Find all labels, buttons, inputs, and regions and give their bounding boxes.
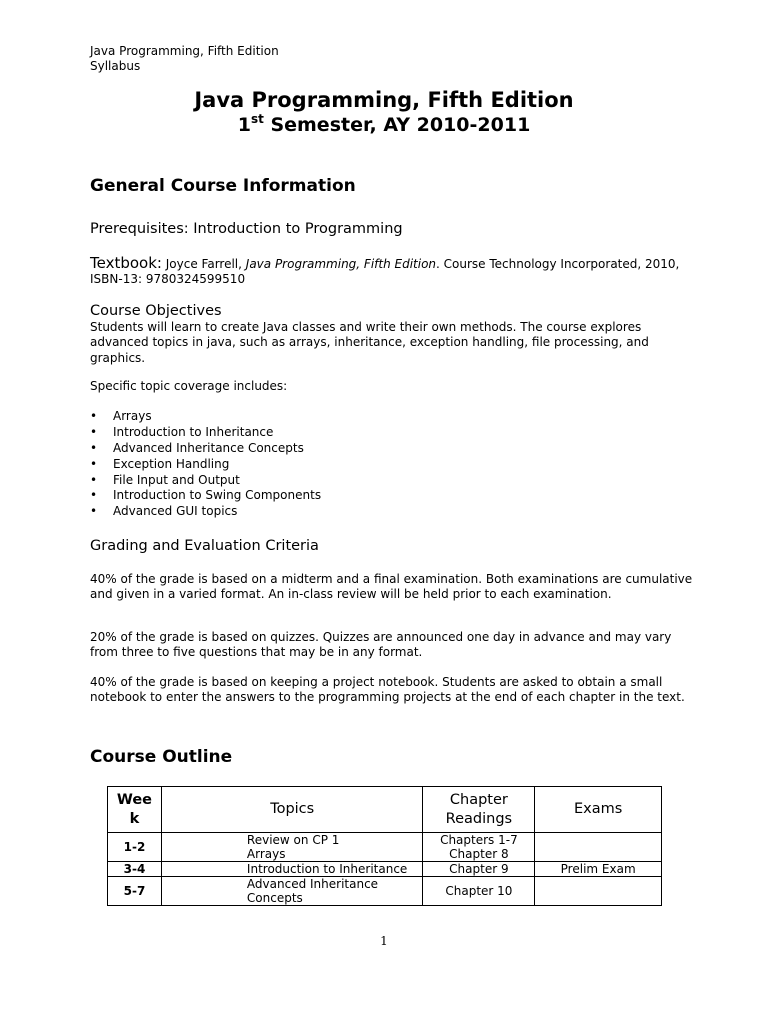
topic-cell: Introduction to Inheritance	[161, 862, 423, 877]
col-topics: Topics	[161, 787, 423, 833]
general-heading: General Course Information	[90, 176, 356, 196]
col-chapter-line-2: Readings	[445, 810, 513, 827]
chapter-cell	[423, 833, 535, 862]
textbook-publisher: . Course Technology Incorporated, 2010, ISBN-13: 9780324599510	[90, 257, 680, 286]
objectives-text: Students will learn to create Java classes and write their own methods. The course explores advanced topics in java, such as arrays, inheritance, exception handling, file processing, and graphics.	[90, 320, 649, 365]
bullet: •	[90, 456, 98, 471]
textbook-author: Joyce Farrell,	[161, 257, 246, 271]
grading-paragraph-notebook: 40% of the grade is based on keeping a project notebook. Students are asked to obtain a small notebook to enter the answers to the programming projects at the end of each chapter in the text.	[90, 675, 685, 705]
list-item-text: Introduction to Inheritance	[113, 424, 274, 439]
col-chapter	[423, 787, 535, 833]
list-item	[90, 441, 321, 457]
list-item-text: Arrays	[113, 409, 152, 423]
table-row	[108, 877, 662, 906]
chapter-line: Chapters 1-7	[440, 833, 518, 847]
chapter-cell: Chapter 9	[423, 862, 535, 877]
bullet: •	[90, 504, 98, 519]
textbook-title: Java Programming, Fifth Edition	[245, 257, 437, 271]
chapter-cell: Chapter 10	[423, 877, 535, 906]
table-header-row	[108, 787, 662, 833]
semester-rest: Semester, AY 2010-2011	[263, 114, 531, 136]
course-outline-table	[107, 786, 662, 906]
list-item-text: Advanced GUI topics	[113, 504, 238, 519]
topic-cell: Advanced Inheritance Concepts	[161, 877, 423, 906]
list-item-text: Introduction to Swing Components	[113, 488, 322, 503]
running-header	[90, 44, 279, 74]
bullet: •	[90, 424, 98, 439]
topic-list	[90, 409, 321, 520]
grading-paragraph-quizzes: 20% of the grade is based on quizzes. Quizzes are announced one day in advance and may vary from three to five questions that may be in any format.	[90, 630, 672, 660]
col-exams: Exams	[535, 787, 662, 833]
textbook	[90, 256, 700, 287]
header-line-1: Java Programming, Fifth Edition	[90, 44, 279, 58]
exam-cell	[535, 877, 662, 906]
list-item-text: Advanced Inheritance Concepts	[113, 440, 304, 455]
list-item	[90, 457, 321, 473]
outline-heading: Course Outline	[90, 747, 233, 767]
list-item	[90, 409, 321, 425]
semester-title	[0, 114, 768, 136]
exam-cell	[535, 833, 662, 862]
week-cell: 3-4	[108, 862, 162, 877]
exam-cell: Prelim Exam	[535, 862, 662, 877]
list-item	[90, 488, 321, 504]
grading-heading: Grading and Evaluation Criteria	[90, 538, 319, 554]
document-title: Java Programming, Fifth Edition	[194, 88, 574, 112]
col-week-line-2: k	[129, 810, 140, 827]
chapter-line: Chapter 8	[449, 847, 509, 861]
week-cell: 5-7	[108, 877, 162, 906]
bullet: •	[90, 409, 98, 423]
textbook-label: Textbook:	[90, 254, 162, 272]
table-row	[108, 862, 662, 877]
header-line-2: Syllabus	[90, 59, 141, 73]
topic-cell	[161, 833, 423, 862]
bullet: •	[90, 440, 98, 455]
page-number: 1	[380, 934, 388, 948]
bullet: •	[90, 488, 98, 503]
topic-line: Review on CP 1	[246, 833, 340, 847]
col-chapter-line-1: Chapter	[449, 791, 508, 808]
list-item-text: Exception Handling	[113, 456, 230, 471]
col-week-line-1: Wee	[116, 791, 153, 808]
week-cell: 1-2	[108, 833, 162, 862]
grading-paragraph-exams: 40% of the grade is based on a midterm and a final examination. Both examinations are cumulative and given in a varied format. An in-class review will be held prior to each examination.	[90, 572, 693, 602]
prerequisites: Prerequisites: Introduction to Programming	[90, 221, 403, 237]
coverage-intro: Specific topic coverage includes:	[90, 379, 288, 393]
list-item	[90, 473, 321, 489]
table-row	[108, 833, 662, 862]
objectives-heading: Course Objectives	[90, 303, 222, 319]
bullet: •	[90, 472, 98, 487]
list-item-text: File Input and Output	[113, 472, 240, 487]
col-week	[108, 787, 162, 833]
semester-ordinal: st	[250, 112, 264, 126]
semester-number: 1	[237, 114, 251, 136]
topic-line: Arrays	[246, 847, 286, 861]
list-item	[90, 425, 321, 441]
list-item	[90, 504, 321, 520]
